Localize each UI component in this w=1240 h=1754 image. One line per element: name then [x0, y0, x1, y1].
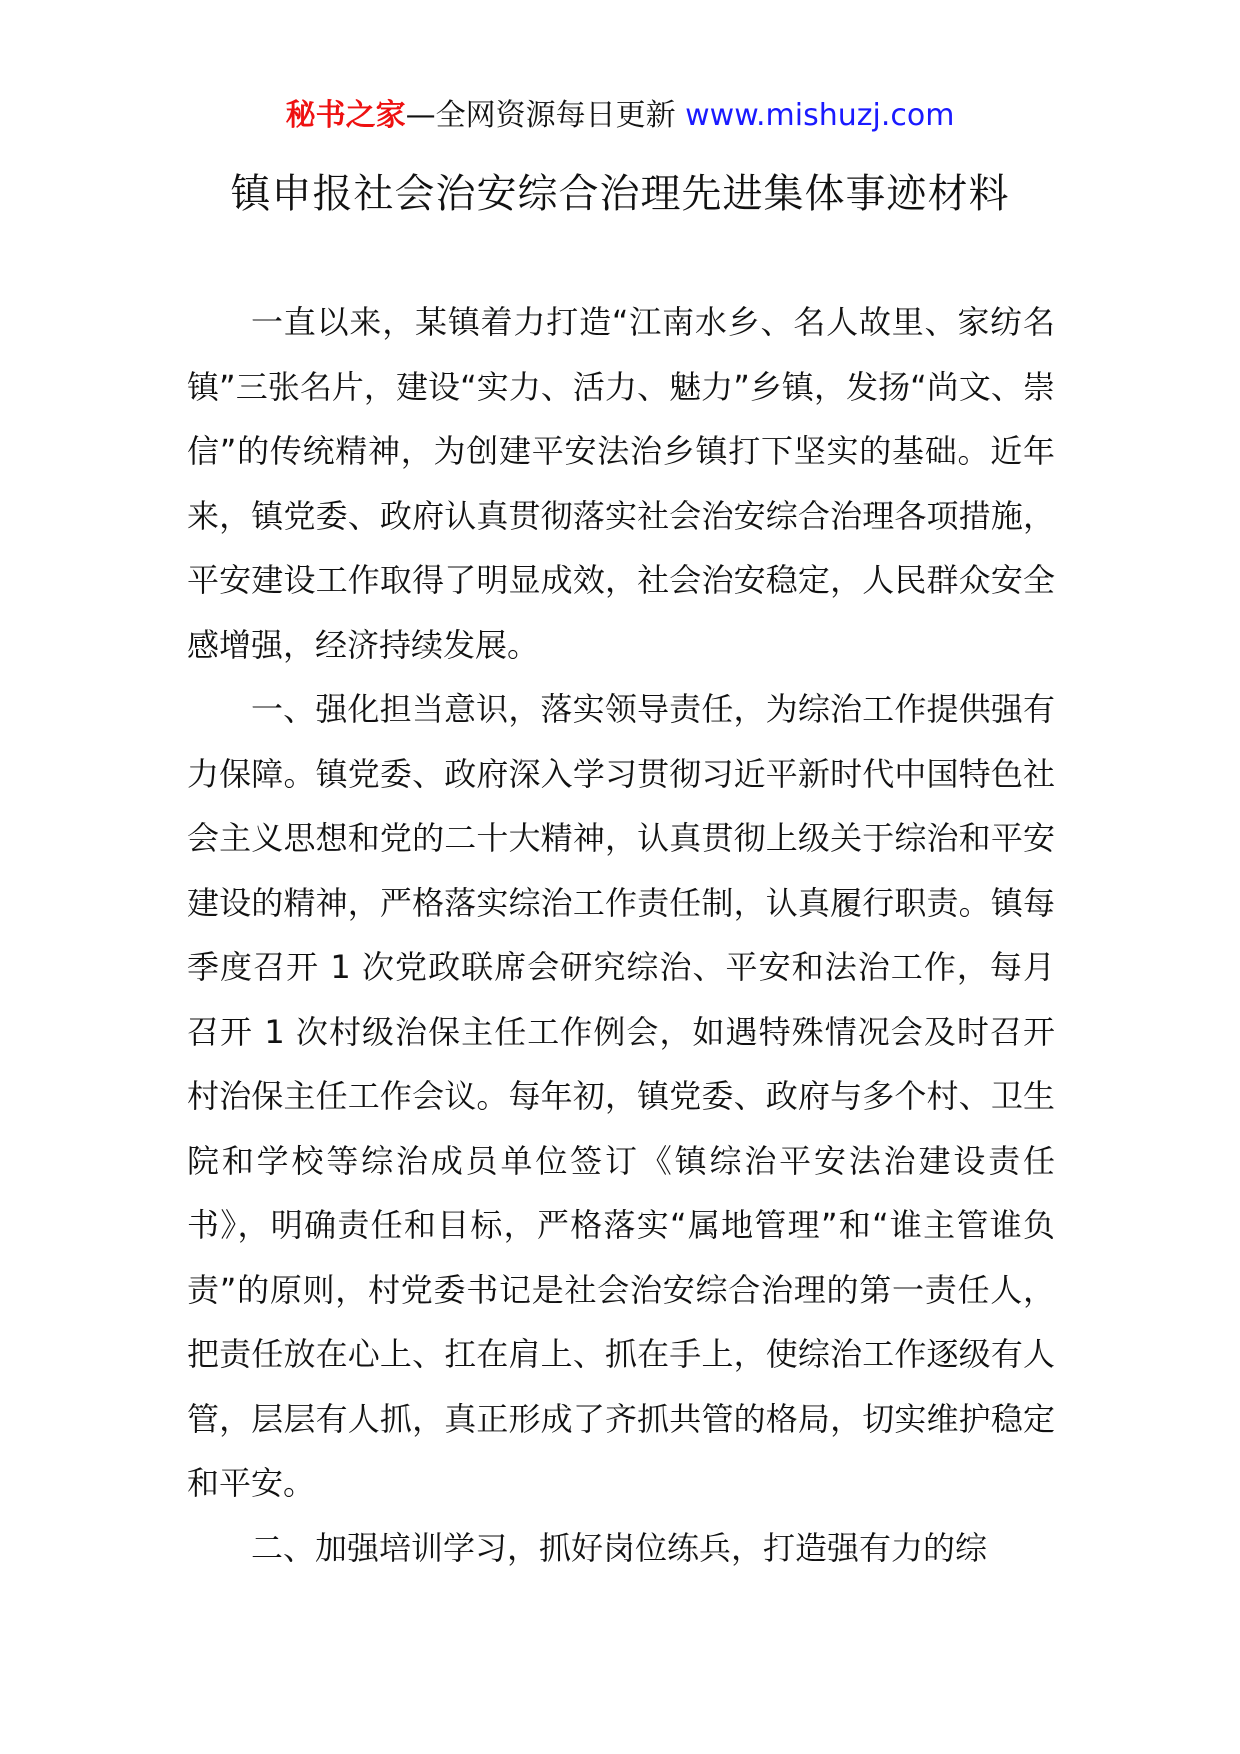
paragraph-section-1: 一、强化担当意识，落实领导责任，为综治工作提供强有力保障。镇党委、政府深入学习贯彻习近平新时代中国特色社会主义思想和党的二十大精神，认真贯彻上级关于综治和平安建设的精神，严格落实综治工作责任制，认真履行职责。镇每季度召开 1 次党政联席会研究综治、平安和法治工作，每月召开 1 次村级治保主任工作例会，如遇特殊情况会及时召开村治保主任工作会议。每年初，镇党委、政府与多个村、卫生院和学校等综治成员单位签订《镇综治平安法治建设责任书》，明确责任和目标，严格落实“属地管理”和“谁主管谁负责”的原则，村党委书记是社会治安综合治理的第一责任人，把责任放在心上、扛在肩上、抓在手上，使综治工作逐级有人管，层层有人抓，真正形成了齐抓共管的格局，切实维护稳定和平安。: [187, 690, 1055, 1502]
paragraph-intro: 一直以来，某镇着力打造“江南水乡、名人故里、家纺名镇”三张名片，建设“实力、活力、魅力”乡镇，发扬“尚文、崇信”的传统精神，为创建平安法治乡镇打下坚实的基础。近年来，镇党委、政府认真贯彻落实社会治安综合治理各项措施，平安建设工作取得了明显成效，社会治安稳定，人民群众安全感增强，经济持续发展。: [187, 303, 1055, 664]
paragraph-section-2: 二、加强培训学习，抓好岗位练兵，打造强有力的综: [251, 1528, 988, 1567]
document-title: 镇申报社会治安综合治理先进集体事迹材料: [230, 171, 1010, 217]
document-body: [187, 290, 1055, 1580]
site-url[interactable]: www.mishuzj.com: [685, 98, 955, 133]
site-header: [0, 96, 1240, 136]
header-tagline: —全网资源每日更新: [405, 98, 676, 133]
brand-name: 秘书之家: [285, 98, 406, 133]
